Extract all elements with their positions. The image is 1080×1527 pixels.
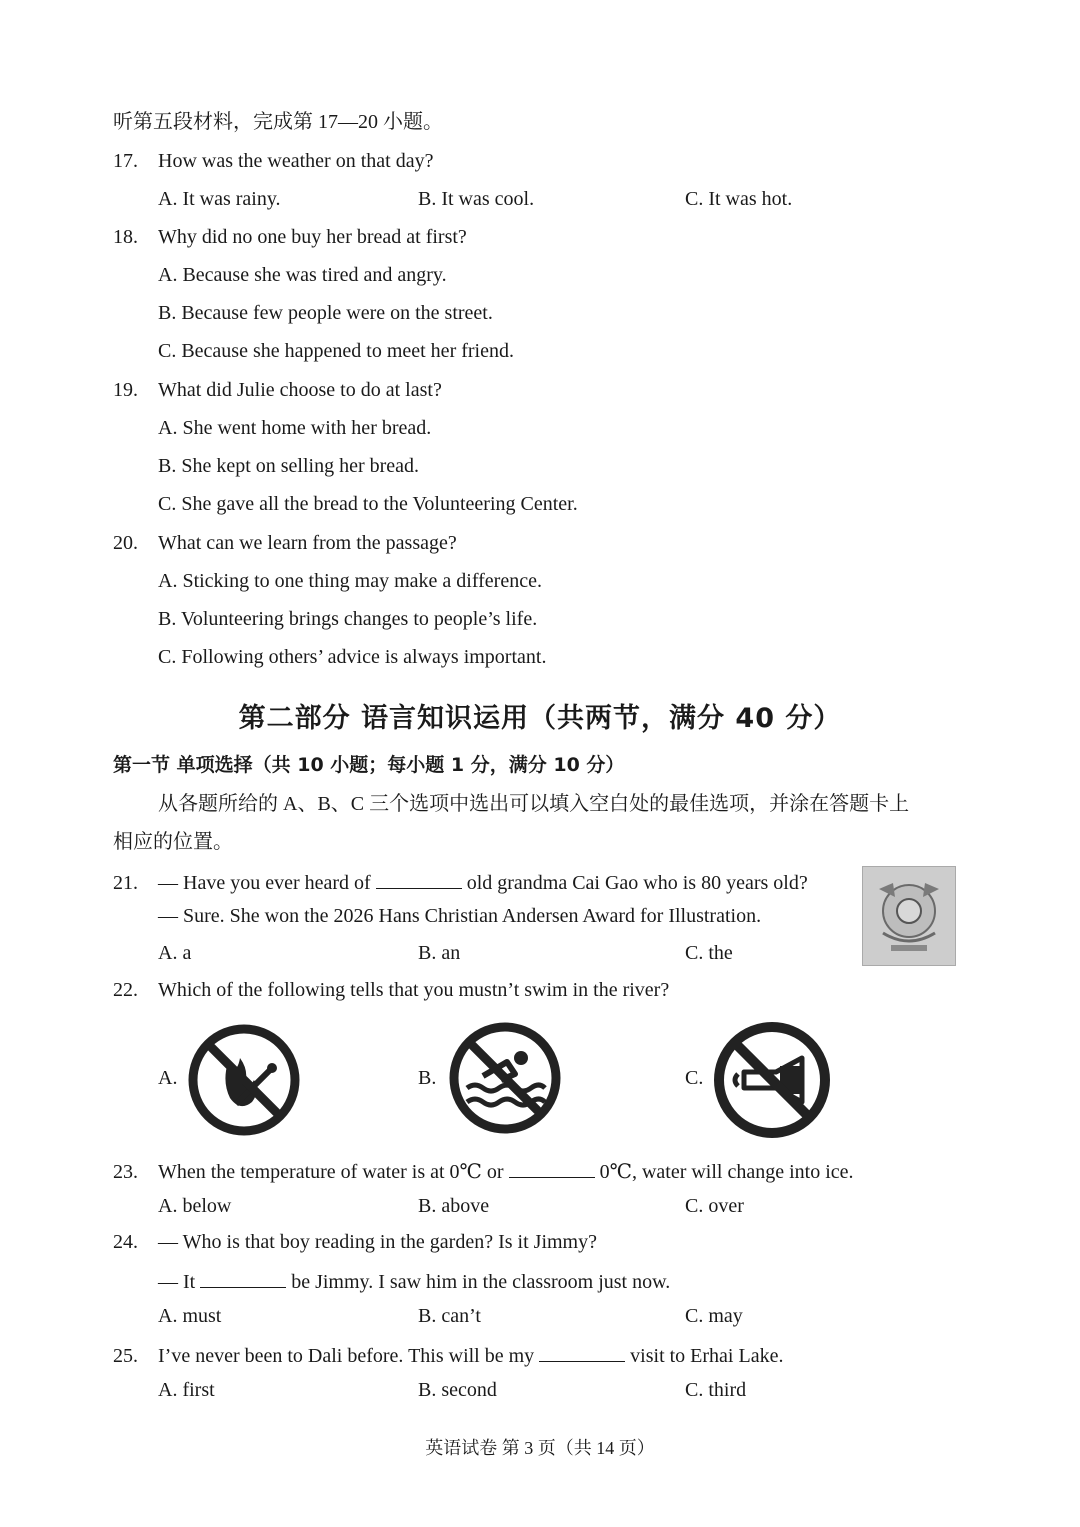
section-title: 第一节 单项选择（共 10 小题；每小题 1 分，满分 10 分）: [113, 754, 625, 776]
answer-blank: [509, 1159, 595, 1178]
award-medal-image: [862, 866, 956, 966]
option-a: A. a: [158, 942, 192, 964]
question-21: [113, 870, 808, 893]
reply-text: — It: [158, 1271, 196, 1293]
option-a: A. first: [158, 1379, 215, 1401]
question-18: [113, 227, 467, 247]
question-text-cont: 0℃, water will change into ice.: [599, 1161, 854, 1183]
question-24: [113, 1232, 597, 1252]
question-23: [113, 1159, 854, 1182]
question-text: — Have you ever heard of: [158, 872, 371, 894]
part-title: 第二部分 语言知识运用（共两节，满分 40 分）: [238, 703, 842, 734]
option-a-label: A.: [158, 1067, 178, 1089]
question-19: [113, 380, 442, 400]
option-c: C. third: [685, 1379, 747, 1401]
question-24-reply: [158, 1269, 670, 1292]
question-text-cont: old grandma Cai Gao who is 80 years old?: [466, 872, 808, 894]
option-c: C. Following others’ advice is always important.: [158, 646, 547, 668]
question-text: When the temperature of water is at 0℃ or: [158, 1161, 504, 1183]
answer-blank: [539, 1343, 625, 1362]
question-number: 17.: [113, 150, 138, 172]
question-22: [113, 980, 669, 1000]
option-b: B. above: [418, 1195, 490, 1217]
question-20: [113, 533, 457, 553]
option-b: B. second: [418, 1379, 497, 1401]
question-number: 18.: [113, 226, 138, 248]
option-a: A. Sticking to one thing may make a difference.: [158, 570, 542, 592]
option-c: C. the: [685, 942, 733, 964]
answer-blank: [200, 1269, 286, 1288]
question-text-cont: visit to Erhai Lake.: [630, 1345, 784, 1367]
question-number: 19.: [113, 379, 138, 401]
question-number: 25.: [113, 1345, 138, 1367]
option-c: C. Because she happened to meet her friend.: [158, 340, 514, 362]
option-b: B. Volunteering brings changes to people’s life.: [158, 608, 538, 630]
option-c: C. It was hot.: [685, 188, 793, 210]
question-text: What did Julie choose to do at last?: [158, 379, 442, 401]
option-b: B. She kept on selling her bread.: [158, 455, 420, 477]
answer-blank: [376, 870, 462, 889]
option-b: B. an: [418, 942, 461, 964]
option-a: A. It was rainy.: [158, 188, 281, 210]
option-b-label: B.: [418, 1067, 437, 1089]
question-text: Why did no one buy her bread at first?: [158, 226, 467, 248]
option-a: A. below: [158, 1195, 232, 1217]
question-text: Which of the following tells that you mustn’t swim in the river?: [158, 979, 670, 1001]
listening-instruction: 听第五段材料，完成第 17—20 小题。: [113, 111, 443, 133]
section-instruction-cont: 相应的位置。: [113, 831, 233, 853]
page-footer: 英语试卷 第 3 页（共 14 页）: [425, 1438, 655, 1458]
question-text: What can we learn from the passage?: [158, 532, 457, 554]
question-text: I’ve never been to Dali before. This will be my: [158, 1345, 535, 1367]
question-number: 23.: [113, 1161, 138, 1183]
option-c: C. She gave all the bread to the Volunteering Center.: [158, 493, 578, 515]
question-text: — Who is that boy reading in the garden? Is it Jimmy?: [158, 1231, 597, 1253]
option-b: B. can’t: [418, 1305, 481, 1327]
option-a: A. must: [158, 1305, 222, 1327]
section-instruction: 从各题所给的 A、B、C 三个选项中选出可以填入空白处的最佳选项，并涂在答题卡上: [158, 793, 910, 815]
question-text: How was the weather on that day?: [158, 150, 434, 172]
option-a: A. She went home with her bread.: [158, 417, 432, 439]
option-a: A. Because she was tired and angry.: [158, 264, 447, 286]
question-number: 24.: [113, 1231, 138, 1253]
question-17: [113, 151, 433, 171]
no-swimming-icon: [449, 1022, 561, 1140]
question-number: 21.: [113, 872, 138, 894]
option-c-label: C.: [685, 1067, 704, 1089]
reply-text-cont: be Jimmy. I saw him in the classroom just now.: [291, 1271, 671, 1293]
question-21-reply: — Sure. She won the 2026 Hans Christian Andersen Award for Illustration.: [158, 905, 762, 927]
option-c: C. over: [685, 1195, 744, 1217]
option-c: C. may: [685, 1305, 743, 1327]
question-25: [113, 1343, 783, 1366]
question-number: 20.: [113, 532, 138, 554]
option-b: B. Because few people were on the street.: [158, 302, 493, 324]
no-horn-icon: [714, 1022, 830, 1144]
option-b: B. It was cool.: [418, 188, 535, 210]
no-fire-icon: [188, 1024, 300, 1142]
question-number: 22.: [113, 979, 138, 1001]
